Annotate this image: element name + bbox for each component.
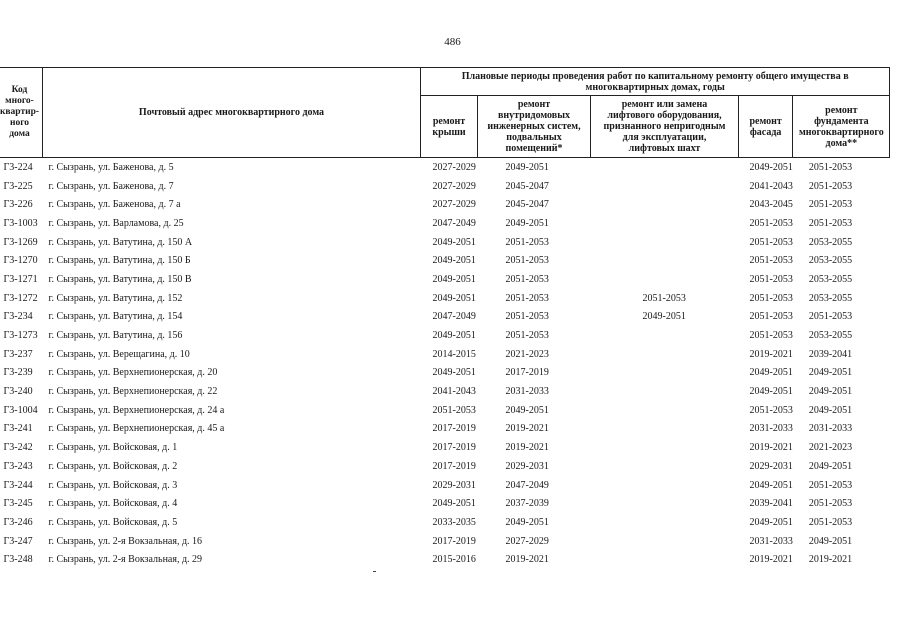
cell-address: г. Сызрань, ул. Баженова, д. 5 [48,161,174,173]
cell-code: Г3-1273 [3,330,38,342]
cell-engineering: 2029-2031 [505,460,549,472]
cell-engineering: 2017-2019 [505,367,549,379]
cell-roof: 2051-2053 [432,404,476,416]
table-row [0,270,890,289]
table-row [0,177,890,196]
cell-address: г. Сызрань, ул. Войсковая, д. 3 [48,479,178,491]
cell-foundation: 2051-2053 [808,199,853,211]
cell-foundation: 2051-2053 [808,311,853,323]
cell-roof: 2049-2051 [432,367,476,379]
header-lift: ремонт или замена лифтового оборудования, признанного непригодным для эксплуатации, лифтовых шахт [591,96,739,158]
cell-facade: 2049-2051 [749,479,793,491]
cell-code: Г3-1271 [3,273,38,285]
cell-foundation: 2049-2051 [808,535,853,547]
cell-code: Г3-237 [3,348,33,360]
cell-engineering: 2049-2051 [505,161,549,173]
cell-foundation: 2051-2053 [808,516,853,528]
cell-lift [591,270,739,289]
cell-roof: 2017-2019 [432,442,476,454]
table-row [0,233,890,252]
cell-lift [591,438,739,457]
cell-code: Г3-241 [3,423,33,435]
cell-facade: 2049-2051 [749,161,793,173]
cell-address: г. Сызрань, ул. Варламова, д. 25 [48,217,184,229]
cell-foundation: 2051-2053 [808,161,853,173]
cell-foundation: 2039-2041 [808,348,853,360]
cell-lift [591,401,739,420]
cell-code: Г3-224 [3,161,33,173]
table-row [0,326,890,345]
cell-code: Г3-245 [3,498,33,510]
cell-engineering: 2045-2047 [505,199,549,211]
table-row [0,251,890,270]
table-body [0,158,890,570]
cell-lift [591,532,739,551]
cell-code: Г3-239 [3,367,33,379]
cell-facade: 2029-2031 [749,460,793,472]
cell-address: г. Сызрань, ул. Верхнепионерская, д. 45 а [48,423,225,435]
cell-roof: 2033-2035 [432,516,476,528]
cell-facade: 2049-2051 [749,367,793,379]
table-row [0,476,890,495]
cell-lift [591,420,739,439]
cell-foundation: 2049-2051 [808,460,853,472]
table-row [0,550,890,569]
table-row [0,401,890,420]
cell-address: г. Сызрань, ул. Ватутина, д. 150 А [48,236,193,248]
cell-address: г. Сызрань, ул. Ватутина, д. 152 [48,292,183,304]
cell-code: Г3-242 [3,442,33,454]
cell-address: г. Сызрань, ул. Войсковая, д. 2 [48,460,178,472]
cell-engineering: 2019-2021 [505,554,549,566]
cell-lift [591,158,739,177]
cell-engineering: 2051-2053 [505,255,549,267]
cell-engineering: 2045-2047 [505,180,549,192]
cell-code: Г3-244 [3,479,33,491]
cell-foundation: 2053-2055 [808,330,853,342]
cell-lift [591,195,739,214]
cell-address: г. Сызрань, ул. Ватутина, д. 150 В [48,273,192,285]
table-row [0,494,890,513]
table-row [0,214,890,233]
cell-roof: 2027-2029 [432,161,476,173]
cell-lift [591,550,739,569]
cell-roof: 2047-2049 [432,311,476,323]
cell-address: г. Сызрань, ул. 2-я Вокзальная, д. 29 [48,554,203,566]
cell-facade: 2051-2053 [749,273,793,285]
cell-engineering: 2051-2053 [505,311,549,323]
cell-foundation: 2053-2055 [808,273,853,285]
table-row [0,364,890,383]
cell-address: г. Сызрань, ул. Верхнепионерская, д. 24 а [48,404,225,416]
header-code: Код много- квартир- ного дома [0,68,43,158]
cell-engineering: 2037-2039 [505,498,549,510]
cell-facade: 2031-2033 [749,535,793,547]
cell-facade: 2051-2053 [749,292,793,304]
cell-foundation: 2031-2033 [808,423,853,435]
table-row [0,308,890,327]
cell-address: г. Сызрань, ул. Верхнепионерская, д. 22 [48,386,218,398]
cell-foundation: 2053-2055 [808,292,853,304]
header-periods: Плановые периоды проведения работ по капитальному ремонту общего имущества в многоквартирных домах, годы [421,68,890,96]
cell-lift [591,476,739,495]
cell-engineering: 2027-2029 [505,535,549,547]
header-roof: ремонт крыши [421,96,478,158]
cell-foundation: 2053-2055 [808,255,853,267]
cell-roof: 2049-2051 [432,255,476,267]
cell-facade: 2019-2021 [749,348,793,360]
cell-foundation: 2049-2051 [808,386,853,398]
cell-lift [591,326,739,345]
cell-foundation: 2049-2051 [808,404,853,416]
cell-engineering: 2051-2053 [505,292,549,304]
table-header [0,68,890,158]
cell-lift [591,364,739,383]
table-row [0,158,890,177]
table-row [0,382,890,401]
table-row [0,513,890,532]
cell-engineering: 2049-2051 [505,404,549,416]
cell-roof: 2049-2051 [432,236,476,248]
cell-code: Г3-248 [3,554,33,566]
cell-address: г. Сызрань, ул. Войсковая, д. 1 [48,442,178,454]
cell-roof: 2047-2049 [432,217,476,229]
cell-engineering: 2049-2051 [505,217,549,229]
cell-roof: 2015-2016 [432,554,476,566]
cell-facade: 2041-2043 [749,180,793,192]
table-row [0,457,890,476]
capital-repair-schedule [0,67,890,569]
table-row [0,438,890,457]
cell-facade: 2051-2053 [749,217,793,229]
cell-lift [591,494,739,513]
table-row [0,345,890,364]
cell-foundation: 2053-2055 [808,236,853,248]
cell-code: Г3-234 [3,311,33,323]
cell-roof: 2049-2051 [432,273,476,285]
cell-lift [591,513,739,532]
cell-roof: 2017-2019 [432,423,476,435]
cell-address: г. Сызрань, ул. Баженова, д. 7 а [48,199,181,211]
cell-facade: 2051-2053 [749,404,793,416]
table-row [0,420,890,439]
table-row [0,195,890,214]
cell-facade: 2049-2051 [749,516,793,528]
cell-foundation: 2019-2021 [808,554,853,566]
cell-facade: 2039-2041 [749,498,793,510]
cell-facade: 2019-2021 [749,442,793,454]
cell-engineering: 2031-2033 [505,386,549,398]
cell-roof: 2027-2029 [432,180,476,192]
cell-facade: 2051-2053 [749,330,793,342]
cell-code: Г3-226 [3,199,33,211]
cell-engineering: 2051-2053 [505,273,549,285]
cell-engineering: 2051-2053 [505,330,549,342]
cell-roof: 2017-2019 [432,535,476,547]
repair-periods-table [0,67,890,569]
header-facade: ремонт фасада [739,96,793,158]
cell-engineering: 2051-2053 [505,236,549,248]
cell-code: Г3-240 [3,386,33,398]
cell-facade: 2051-2053 [749,236,793,248]
table-row [0,289,890,308]
header-address: Почтовый адрес многоквартирного дома [43,68,421,158]
cell-engineering: 2021-2023 [505,348,549,360]
cell-lift: 2049-2051 [642,311,686,323]
cell-engineering: 2019-2021 [505,442,549,454]
cell-roof: 2049-2051 [432,498,476,510]
cell-address: г. Сызрань, ул. Войсковая, д. 5 [48,516,178,528]
cell-code: Г3-1003 [3,217,38,229]
cell-facade: 2051-2053 [749,255,793,267]
cell-engineering: 2047-2049 [505,479,549,491]
cell-roof: 2041-2043 [432,386,476,398]
cell-address: г. Сызрань, ул. Ватутина, д. 154 [48,311,183,323]
table-row [0,532,890,551]
cell-address: г. Сызрань, ул. Баженова, д. 7 [48,180,174,192]
scan-mark [373,571,376,572]
cell-code: Г3-243 [3,460,33,472]
cell-roof: 2049-2051 [432,292,476,304]
cell-lift [591,457,739,476]
cell-foundation: 2051-2053 [808,180,853,192]
cell-lift: 2051-2053 [642,292,686,304]
cell-address: г. Сызрань, ул. 2-я Вокзальная, д. 16 [48,535,203,547]
cell-foundation: 2051-2053 [808,479,853,491]
cell-roof: 2049-2051 [432,330,476,342]
header-engineering: ремонт внутридомовых инженерных систем, подвальных помещений* [478,96,591,158]
header-foundation: ремонт фундамента многоквартирного дома** [793,96,890,158]
cell-foundation: 2021-2023 [808,442,853,454]
cell-lift [591,233,739,252]
page-number: 486 [444,36,461,48]
cell-foundation: 2049-2051 [808,367,853,379]
cell-facade: 2019-2021 [749,554,793,566]
cell-facade: 2043-2045 [749,199,793,211]
cell-lift [591,345,739,364]
cell-foundation: 2051-2053 [808,498,853,510]
cell-address: г. Сызрань, ул. Верещагина, д. 10 [48,348,190,360]
cell-lift [591,382,739,401]
cell-code: Г3-1269 [3,236,38,248]
cell-address: г. Сызрань, ул. Ватутина, д. 156 [48,330,183,342]
cell-roof: 2027-2029 [432,199,476,211]
cell-lift [591,214,739,233]
cell-address: г. Сызрань, ул. Ватутина, д. 150 Б [48,255,191,267]
cell-facade: 2051-2053 [749,311,793,323]
cell-lift [591,177,739,196]
cell-roof: 2017-2019 [432,460,476,472]
cell-code: Г3-1270 [3,255,38,267]
cell-roof: 2014-2015 [432,348,476,360]
cell-code: Г3-225 [3,180,33,192]
cell-engineering: 2019-2021 [505,423,549,435]
cell-code: Г3-246 [3,516,33,528]
cell-code: Г3-247 [3,535,33,547]
cell-address: г. Сызрань, ул. Войсковая, д. 4 [48,498,178,510]
cell-engineering: 2049-2051 [505,516,549,528]
cell-address: г. Сызрань, ул. Верхнепионерская, д. 20 [48,367,218,379]
cell-facade: 2049-2051 [749,386,793,398]
cell-roof: 2029-2031 [432,479,476,491]
cell-foundation: 2051-2053 [808,217,853,229]
cell-code: Г3-1272 [3,292,38,304]
cell-facade: 2031-2033 [749,423,793,435]
cell-code: Г3-1004 [3,404,38,416]
cell-lift [591,251,739,270]
